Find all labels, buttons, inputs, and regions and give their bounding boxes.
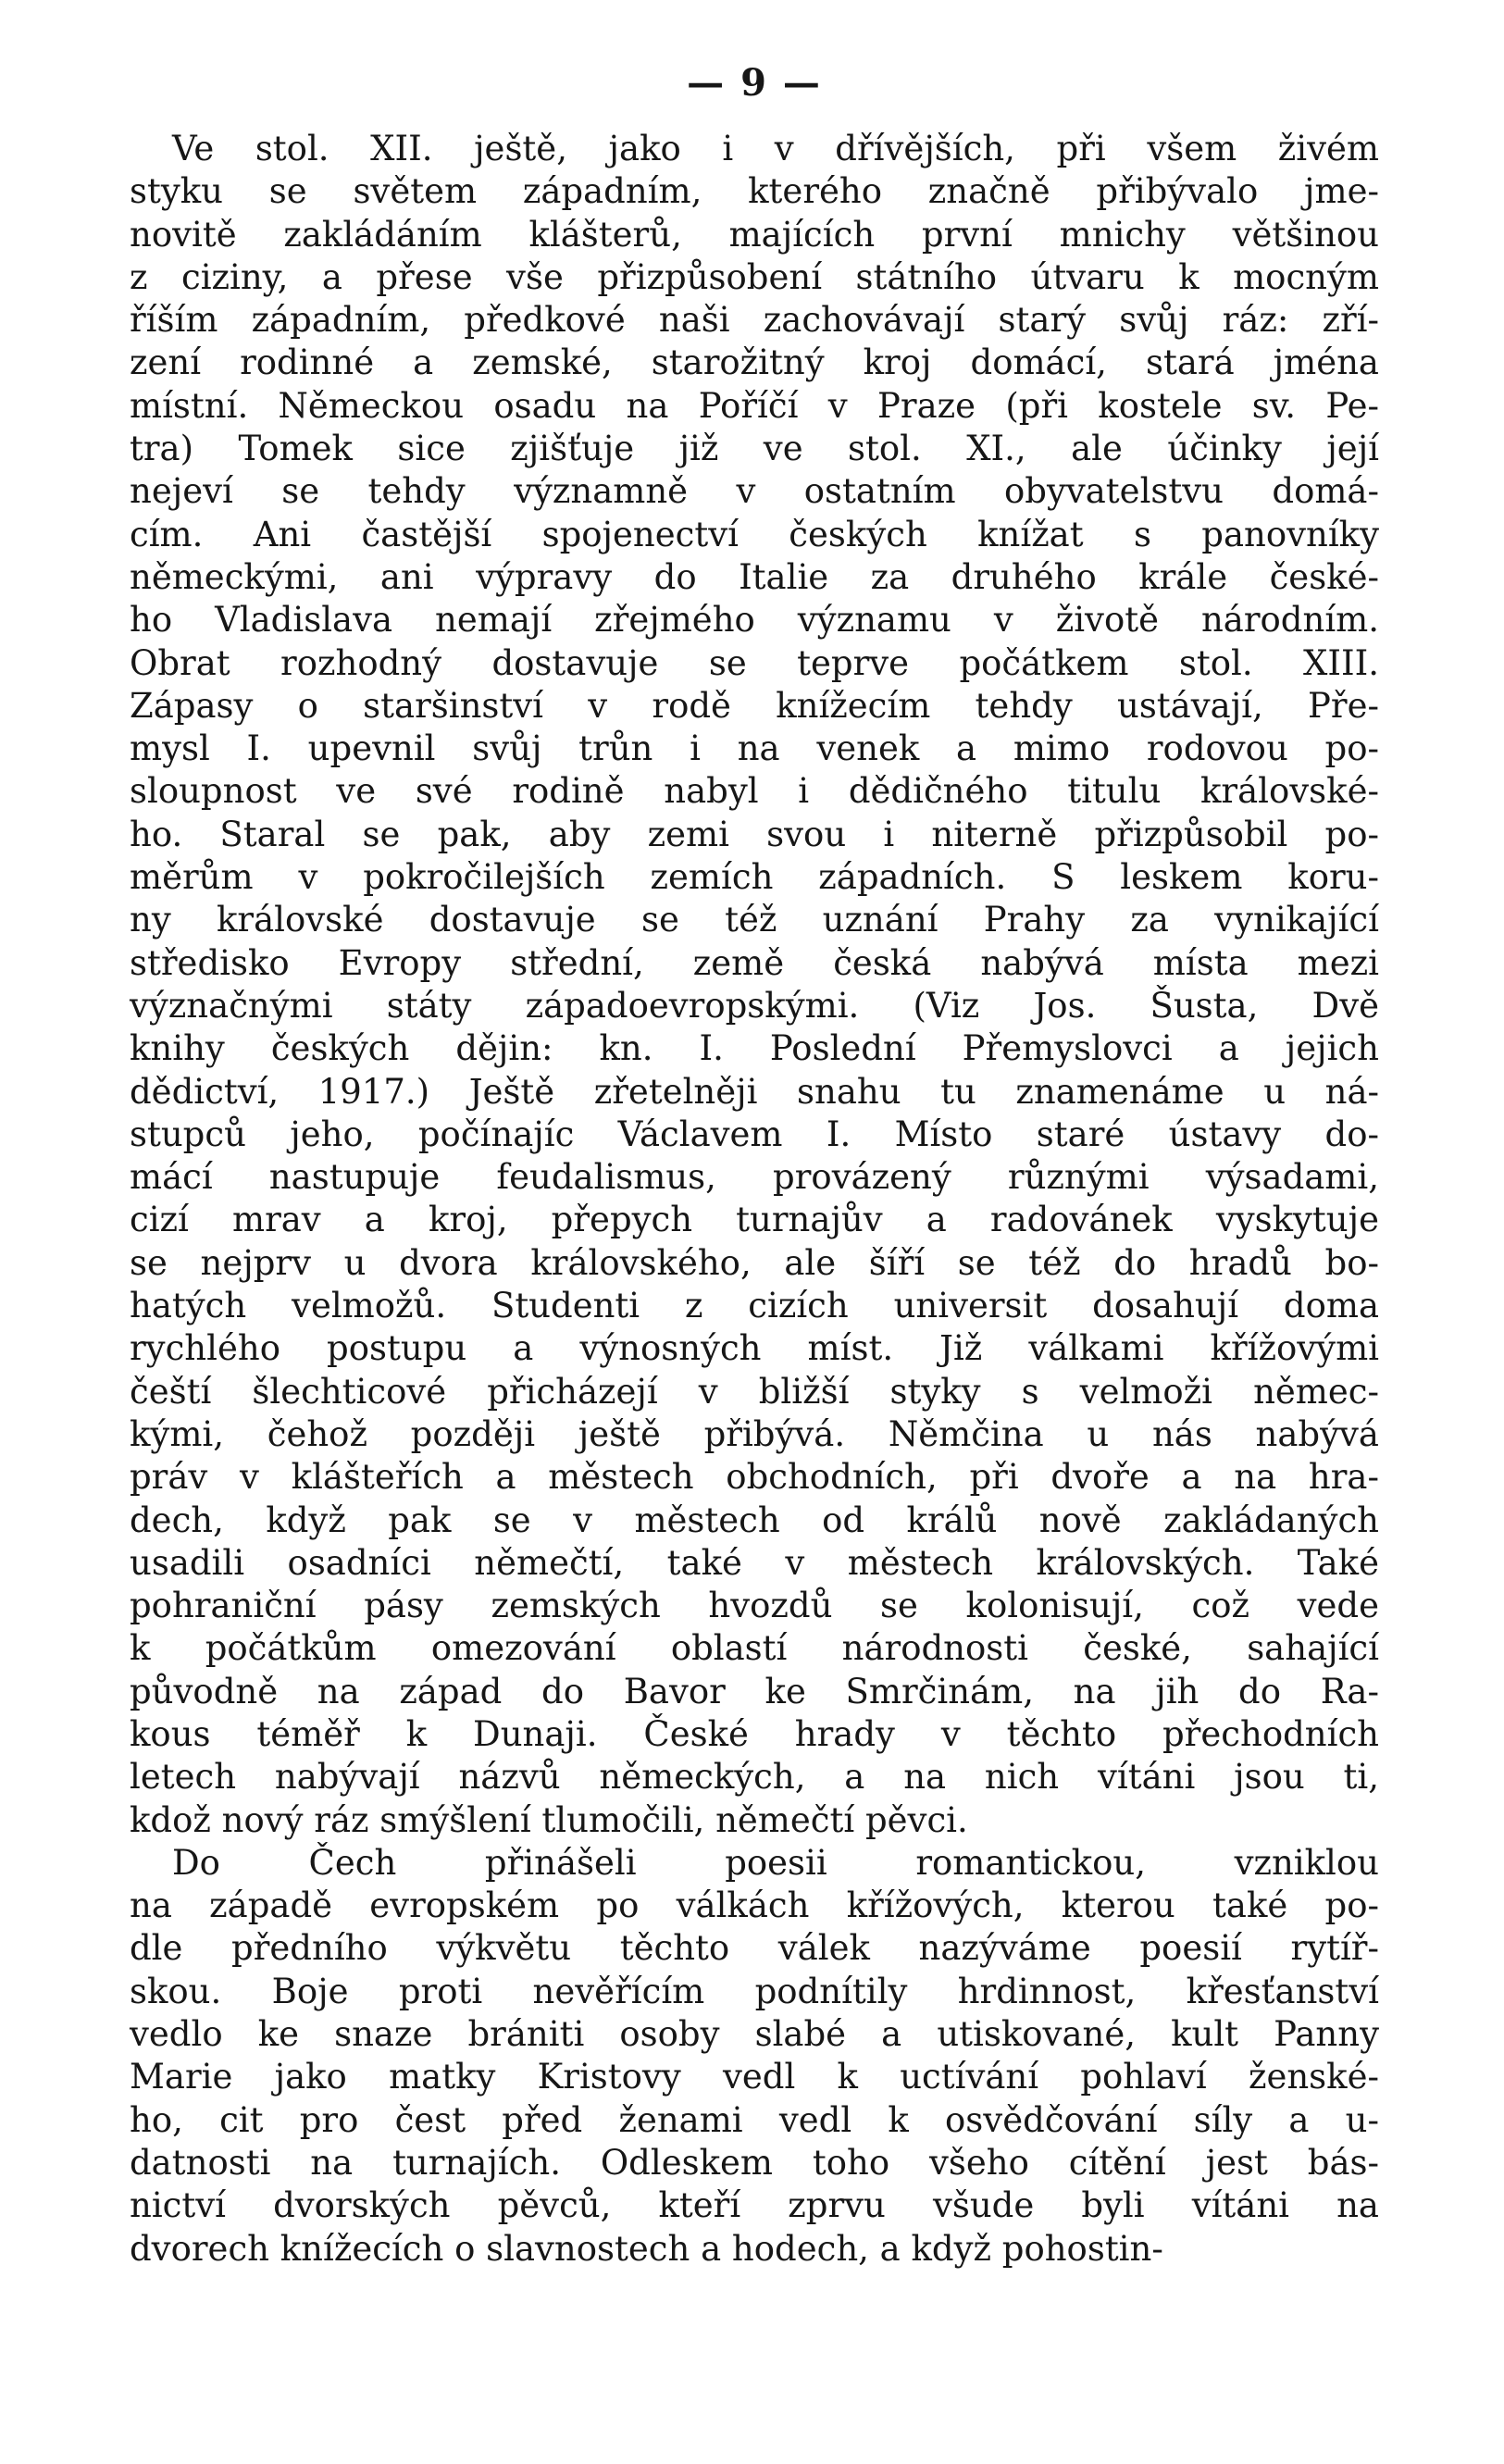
text-line: čeští šlechticové přicházejí v bližší styky s velmoži němec- (130, 1371, 1379, 1412)
page-number: — 9 — (687, 61, 822, 105)
text-line: knihy českých dějin: kn. I. Poslední Přemyslovci a jejich (130, 1028, 1379, 1069)
text-line: letech nabývají názvů německých, a na nich vítáni jsou ti, (130, 1757, 1379, 1798)
text-line: kdož nový ráz smýšlení tlumočili, němečtí pěvci. (130, 1799, 968, 1840)
text-line: německými, ani výpravy do Italie za druhého krále české- (130, 556, 1379, 597)
text-line: původně na západ do Bavor ke Smrčinám, na jih do Ra- (130, 1671, 1379, 1711)
text-line: ny královské dostavuje se též uznání Prahy za vynikající (130, 900, 1379, 940)
paragraph (130, 128, 1379, 1842)
text-line: vedlo ke snaze brániti osoby slabé a utiskované, kult Panny (130, 2014, 1379, 2055)
text-line: styku se světem západním, kterého značně přibývalo jme- (130, 171, 1379, 212)
text-line: Zápasy o staršinství v rodě knížecím tehdy ustávají, Pře- (130, 685, 1379, 726)
text-line: práv v klášteřích a městech obchodních, při dvoře a na hra- (130, 1457, 1379, 1498)
text-line: ho. Staral se pak, aby zemi svou i niterně přizpůsobil po- (130, 814, 1379, 854)
text-line: rychlého postupu a výnosných míst. Již válkami křížovými (130, 1328, 1379, 1369)
text-line: Obrat rozhodný dostavuje se teprve počátkem stol. XIII. (130, 642, 1379, 683)
text-line: mysl I. upevnil svůj trůn i na venek a mimo rodovou po- (130, 728, 1379, 769)
text-line: hatých velmožů. Studenti z cizích universit dosahují doma (130, 1286, 1379, 1326)
body-text (130, 128, 1379, 2271)
text-line: pohraniční pásy zemských hvozdů se kolonisují, což vede (130, 1586, 1379, 1626)
text-line: měrům v pokročilejších zemích západních. S leskem koru- (130, 857, 1379, 898)
text-line: mácí nastupuje feudalismus, provázený různými výsadami, (130, 1157, 1379, 1198)
document-page (130, 56, 1379, 2425)
text-line: sloupnost ve své rodině nabyl i dědičného titulu královské- (130, 771, 1379, 812)
text-line: novitě zakládáním klášterů, majících první mnichy většinou (130, 214, 1379, 255)
text-line: význačnými státy západoevropskými. (Viz Jos. Šusta, Dvě (130, 985, 1379, 1026)
text-line: ho Vladislava nemají zřejmého významu v životě národním. (130, 600, 1379, 641)
text-line: dle předního výkvětu těchto válek nazýváme poesií rytíř- (130, 1928, 1379, 1969)
text-line: usadili osadníci němečtí, také v městech královských. Také (130, 1542, 1379, 1583)
text-line: zení rodinné a zemské, starožitný kroj domácí, stará jména (130, 342, 1379, 383)
text-line: Marie jako matky Kristovy vedl k uctívání pohlaví ženské- (130, 2057, 1379, 2097)
text-line: cizí mrav a kroj, přepych turnajův a radovánek vyskytuje (130, 1200, 1379, 1240)
text-line: se nejprv u dvora královského, ale šíří se též do hradů bo- (130, 1242, 1379, 1283)
text-line: nictví dvorských pěvců, kteří zprvu všude byli vítáni na (130, 2185, 1379, 2226)
text-line: z ciziny, a přese vše přizpůsobení státního útvaru k mocným (130, 256, 1379, 297)
text-line: dvorech knížecích o slavnostech a hodech, a když pohostin- (130, 2228, 1163, 2269)
text-line: říším západním, předkové naši zachovávají starý svůj ráz: zří- (130, 300, 1379, 341)
text-line: Ve stol. XII. ještě, jako i v dřívějších, při všem živém (172, 129, 1379, 168)
text-line: tra) Tomek sice zjišťuje již ve stol. XI., ale účinky její (130, 429, 1379, 469)
text-line: místní. Německou osadu na Poříčí v Praze (při kostele sv. Pe- (130, 385, 1379, 426)
text-line: nejeví se tehdy významně v ostatním obyvatelstvu domá- (130, 471, 1379, 512)
text-line: kými, čehož později ještě přibývá. Němčina u nás nabývá (130, 1413, 1379, 1454)
text-line: stupců jeho, počínajíc Václavem I. Místo staré ústavy do- (130, 1114, 1379, 1154)
text-line: k počátkům omezování oblastí národnosti české, sahající (130, 1628, 1379, 1669)
text-line: dech, když pak se v městech od králů nově zakládaných (130, 1500, 1379, 1540)
text-line: skou. Boje proti nevěřícím podnítily hrdinnost, křesťanství (130, 1971, 1379, 2011)
text-line: na západě evropském po válkách křížových, kterou také po- (130, 1885, 1379, 1926)
text-line: cím. Ani častější spojenectví českých knížat s panovníky (130, 514, 1379, 554)
text-line: Do Čech přinášeli poesii romantickou, vzniklou (172, 1842, 1379, 1883)
text-line: středisko Evropy střední, země česká nabývá místa mezi (130, 942, 1379, 983)
text-line: kous téměř k Dunaji. České hrady v těchto přechodních (130, 1713, 1379, 1754)
text-line: datnosti na turnajích. Odleskem toho všeho cítění jest bás- (130, 2142, 1379, 2183)
text-line: dědictví, 1917.) Ještě zřetelněji snahu tu znamenáme u ná- (130, 1071, 1379, 1112)
text-line: ho, cit pro čest před ženami vedl k osvědčování síly a u- (130, 2099, 1379, 2140)
paragraph (130, 1842, 1379, 2271)
